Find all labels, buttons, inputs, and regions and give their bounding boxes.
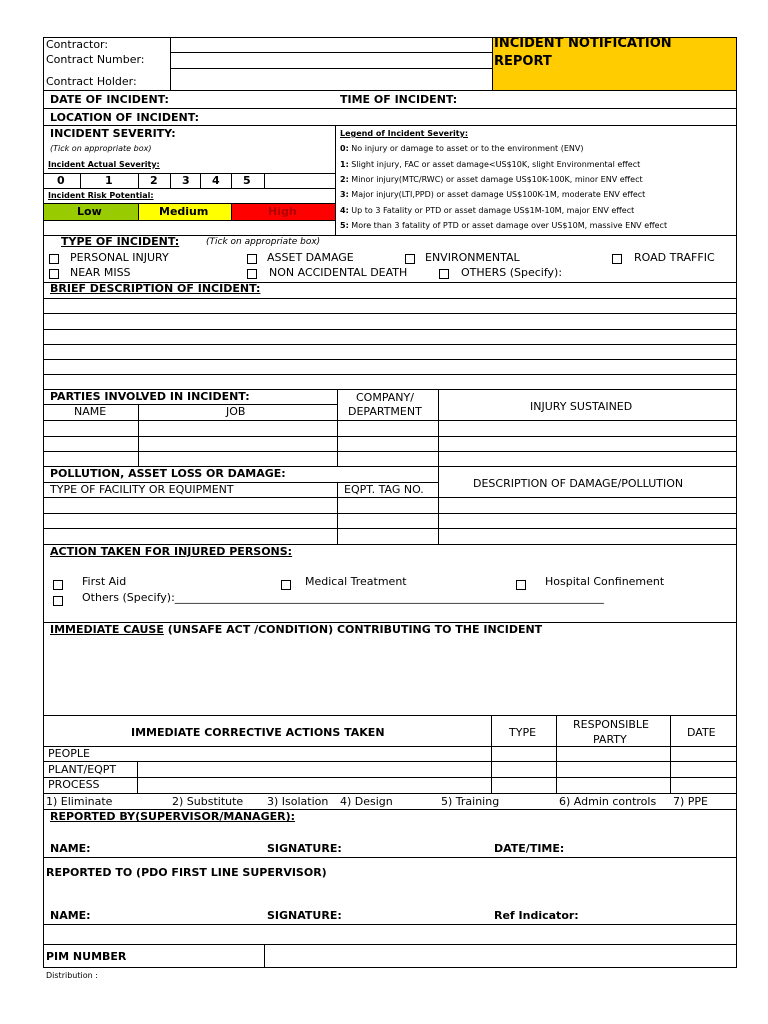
asset-damage-label: ASSET DAMAGE <box>267 251 354 264</box>
severity-level-3[interactable]: 3 <box>182 174 190 187</box>
control-option-ppe: 7) PPE <box>673 795 709 808</box>
corrective-actions-title: IMMEDIATE CORRECTIVE ACTIONS TAKEN <box>131 726 385 739</box>
non-accidental-death-label: NON ACCIDENTAL DEATH <box>269 266 408 279</box>
legend-item-5: 5: More than 3 fatality of PTD or asset damage over US$10M, massive ENV effect <box>340 221 668 230</box>
immediate-cause-title: IMMEDIATE CAUSE (UNSAFE ACT /CONDITION) CONTRIBUTING TO THE INCIDENT <box>50 623 543 636</box>
contractor-field[interactable] <box>171 38 492 52</box>
medical-treatment-checkbox[interactable] <box>281 580 291 590</box>
brief-description-field[interactable] <box>44 299 736 389</box>
contract-number-label: Contract Number: <box>46 53 145 66</box>
environmental-label: ENVIRONMENTAL <box>425 251 520 264</box>
control-option-training: 5) Training <box>441 795 500 808</box>
control-option-eliminate: 1) Eliminate <box>46 795 113 808</box>
personal-injury-checkbox[interactable] <box>49 254 59 264</box>
medical-treatment-label: Medical Treatment <box>305 575 407 588</box>
reported-by-datetime-label: DATE/TIME: <box>494 842 565 855</box>
risk-medium-label: Medium <box>159 205 209 218</box>
corrective-type-header: TYPE <box>509 726 537 739</box>
severity-level-5[interactable]: 5 <box>243 174 251 187</box>
non-accidental-death-checkbox[interactable] <box>247 269 257 279</box>
contract-number-field[interactable] <box>171 53 492 68</box>
risk-low-label: Low <box>77 205 102 218</box>
corrective-row-process: PROCESS <box>48 778 100 791</box>
time-of-incident-label: TIME OF INCIDENT: <box>340 93 458 106</box>
personal-injury-label: PERSONAL INJURY <box>70 251 169 264</box>
environmental-checkbox[interactable] <box>405 254 415 264</box>
legend-item-3: 3: Major injury(LTI,PPD) or asset damage US$100K-1M, moderate ENV effect <box>340 190 646 199</box>
legend-item-1: 1: Slight injury, FAC or asset damage<US$10K, slight Environmental effect <box>340 160 641 169</box>
distribution-label: Distribution : <box>46 971 98 980</box>
pim-number-label: PIM NUMBER <box>46 950 127 963</box>
hospital-confinement-label: Hospital Confinement <box>545 575 665 588</box>
severity-level-4[interactable]: 4 <box>212 174 220 187</box>
parties-job-header: JOB <box>226 405 246 418</box>
reported-to-title: REPORTED TO (PDO FIRST LINE SUPERVISOR) <box>46 866 327 879</box>
legend-item-4: 4: Up to 3 Fatality or PTD or asset damage US$1M-10M, major ENV effect <box>340 206 635 215</box>
first-aid-label: First Aid <box>82 575 127 588</box>
control-option-design: 4) Design <box>340 795 393 808</box>
road-traffic-label: ROAD TRAFFIC <box>634 251 715 264</box>
location-of-incident-label: LOCATION OF INCIDENT: <box>50 111 199 124</box>
severity-tick-note: (Tick on appropriate box) <box>50 144 152 153</box>
pim-number-field[interactable] <box>265 945 736 967</box>
responsible-party-header-line1: RESPONSIBLE <box>573 718 649 731</box>
actual-severity-label: Incident Actual Severity: <box>48 160 160 169</box>
reported-to-name-label: NAME: <box>50 909 91 922</box>
severity-level-1[interactable]: 1 <box>105 174 113 187</box>
control-option-isolation: 3) Isolation <box>267 795 329 808</box>
date-of-incident-label: DATE OF INCIDENT: <box>50 93 169 106</box>
type-of-incident-title: TYPE OF INCIDENT: <box>61 235 180 248</box>
others-label: OTHERS (Specify): <box>461 266 563 279</box>
control-option-admin: 6) Admin controls <box>559 795 657 808</box>
first-aid-checkbox[interactable] <box>53 580 63 590</box>
reported-to-signature-label: SIGNATURE: <box>267 909 342 922</box>
reported-by-name-label: NAME: <box>50 842 91 855</box>
report-title-line1: INCIDENT NOTIFICATION <box>494 36 672 51</box>
contractor-label: Contractor: <box>46 38 109 51</box>
asset-damage-checkbox[interactable] <box>247 254 257 264</box>
type-tick-note: (Tick on appropriate box) <box>206 237 321 247</box>
parties-company-header-line1: COMPANY/ <box>356 391 414 404</box>
immediate-cause-field[interactable] <box>44 640 736 715</box>
contract-holder-field[interactable] <box>171 69 492 90</box>
risk-potential-label: Incident Risk Potential: <box>48 191 154 200</box>
severity-level-0[interactable]: 0 <box>57 174 65 187</box>
parties-name-header: NAME <box>74 405 107 418</box>
legend-item-2: 2: Minor injury(MTC/RWC) or asset damage US$10K-100K, minor ENV effect <box>340 175 643 184</box>
control-option-substitute: 2) Substitute <box>172 795 244 808</box>
parties-injury-header: INJURY SUSTAINED <box>530 400 633 413</box>
others-specify-checkbox[interactable] <box>53 596 63 606</box>
others-checkbox[interactable] <box>439 269 449 279</box>
near-miss-checkbox[interactable] <box>49 269 59 279</box>
severity-legend-title: Legend of Incident Severity: <box>340 129 469 138</box>
eqpt-tag-header: EQPT. TAG NO. <box>344 483 424 496</box>
responsible-party-header-line2: PARTY <box>593 733 627 746</box>
others-specify-line[interactable]: Others (Specify):______________________________________________________________________________ <box>82 591 604 604</box>
reported-by-signature-label: SIGNATURE: <box>267 842 342 855</box>
damage-description-header: DESCRIPTION OF DAMAGE/POLLUTION <box>473 477 684 490</box>
facility-type-header: TYPE OF FACILITY OR EQUIPMENT <box>50 483 234 496</box>
report-title-line2: REPORT <box>494 54 552 69</box>
parties-company-header-line2: DEPARTMENT <box>348 405 422 418</box>
reported-to-ref-label: Ref Indicator: <box>494 909 579 922</box>
incident-severity-title: INCIDENT SEVERITY: <box>50 127 176 140</box>
severity-level-2[interactable]: 2 <box>150 174 158 187</box>
corrective-date-header: DATE <box>687 726 716 739</box>
corrective-row-plant: PLANT/EQPT <box>48 763 117 776</box>
contract-holder-label: Contract Holder: <box>46 75 137 88</box>
action-injured-title: ACTION TAKEN FOR INJURED PERSONS: <box>50 545 293 558</box>
near-miss-label: NEAR MISS <box>70 266 131 279</box>
brief-description-title: BRIEF DESCRIPTION OF INCIDENT: <box>50 282 261 295</box>
corrective-row-people: PEOPLE <box>48 747 90 760</box>
road-traffic-checkbox[interactable] <box>612 254 622 264</box>
hospital-confinement-checkbox[interactable] <box>516 580 526 590</box>
legend-item-0: 0: No injury or damage to asset or to the environment (ENV) <box>340 144 584 153</box>
reported-by-title: REPORTED BY(SUPERVISOR/MANAGER): <box>50 810 296 823</box>
pollution-title: POLLUTION, ASSET LOSS OR DAMAGE: <box>50 467 286 480</box>
parties-involved-title: PARTIES INVOLVED IN INCIDENT: <box>50 390 250 403</box>
risk-high-label: High <box>268 205 297 218</box>
